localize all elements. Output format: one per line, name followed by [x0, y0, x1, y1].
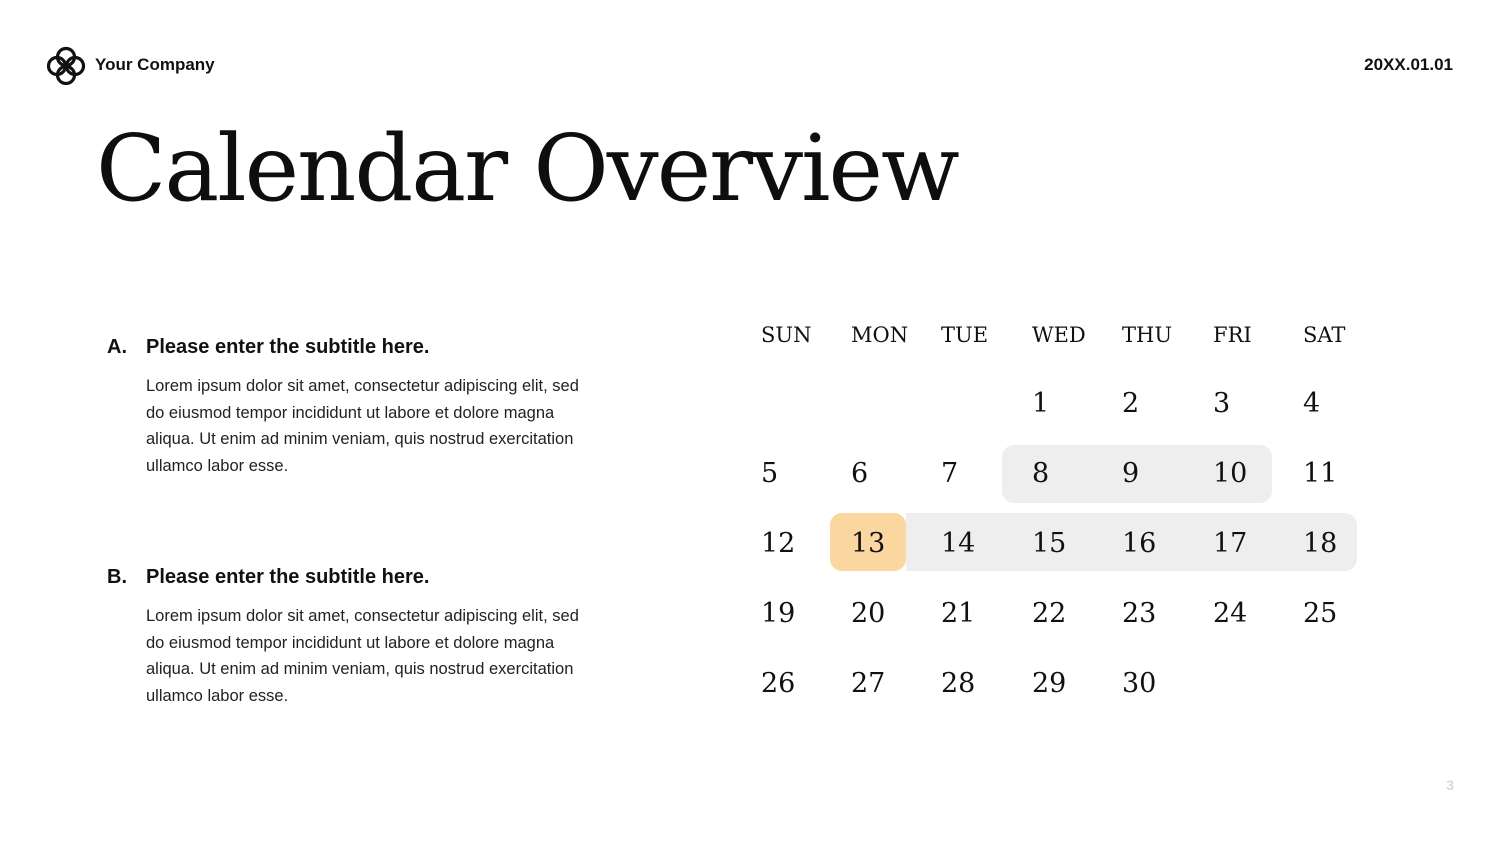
calendar-day-26[interactable]: 26 — [761, 668, 796, 699]
weekday-header-sun: SUN — [761, 323, 812, 347]
page-number: 3 — [1446, 777, 1454, 793]
calendar-day-19[interactable]: 19 — [761, 598, 796, 629]
calendar-day-7[interactable]: 7 — [941, 458, 959, 489]
weekday-header-sat: SAT — [1303, 323, 1346, 347]
weekday-header-fri: FRI — [1213, 323, 1252, 347]
calendar-day-30[interactable]: 30 — [1122, 668, 1157, 699]
calendar-day-22[interactable]: 22 — [1032, 598, 1067, 629]
calendar-day-14[interactable]: 14 — [941, 528, 976, 559]
calendar-day-16[interactable]: 16 — [1122, 528, 1157, 559]
calendar-day-3[interactable]: 3 — [1213, 388, 1231, 419]
calendar-day-4[interactable]: 4 — [1303, 388, 1321, 419]
weekday-header-thu: THU — [1122, 323, 1173, 347]
calendar-day-8[interactable]: 8 — [1032, 458, 1050, 489]
calendar-day-13[interactable]: 13 — [851, 528, 886, 559]
header-date: 20XX.01.01 — [1364, 55, 1453, 74]
calendar-day-10[interactable]: 10 — [1213, 458, 1248, 489]
calendar-day-20[interactable]: 20 — [851, 598, 886, 629]
calendar-day-18[interactable]: 18 — [1303, 528, 1338, 559]
calendar-day-21[interactable]: 21 — [941, 598, 976, 629]
section-subtitle: Please enter the subtitle here. — [146, 566, 430, 588]
calendar-day-28[interactable]: 28 — [941, 668, 976, 699]
calendar-day-6[interactable]: 6 — [851, 458, 869, 489]
calendar-day-5[interactable]: 5 — [761, 458, 779, 489]
calendar-day-9[interactable]: 9 — [1122, 458, 1140, 489]
weekday-header-mon: MON — [851, 323, 909, 347]
calendar-day-2[interactable]: 2 — [1122, 388, 1140, 419]
section-letter: B. — [107, 566, 127, 588]
section-letter: A. — [107, 336, 127, 358]
calendar-day-1[interactable]: 1 — [1032, 388, 1050, 419]
company-name: Your Company — [95, 55, 215, 74]
calendar-day-24[interactable]: 24 — [1213, 598, 1248, 629]
calendar-day-27[interactable]: 27 — [851, 668, 886, 699]
weekday-header-tue: TUE — [941, 323, 989, 347]
section-body: Lorem ipsum dolor sit amet, consectetur adipiscing elit, sed do eiusmod tempor incididunt ut labore et dolore magna aliqua. Ut enim ad minim veniam, quis nostrud exercitation ullamco labor esse. — [146, 607, 579, 706]
calendar-day-25[interactable]: 25 — [1303, 598, 1338, 629]
calendar-day-29[interactable]: 29 — [1032, 668, 1067, 699]
calendar-day-15[interactable]: 15 — [1032, 528, 1067, 559]
weekday-header-wed: WED — [1032, 323, 1086, 347]
calendar-day-11[interactable]: 11 — [1303, 458, 1338, 489]
section-subtitle: Please enter the subtitle here. — [146, 336, 430, 358]
calendar-day-12[interactable]: 12 — [761, 528, 796, 559]
section-body: Lorem ipsum dolor sit amet, consectetur adipiscing elit, sed do eiusmod tempor incididunt ut labore et dolore magna aliqua. Ut enim ad minim veniam, quis nostrud exercitation ullamco labor esse. — [146, 377, 579, 476]
page-title: Calendar Overview — [96, 115, 958, 222]
calendar-day-23[interactable]: 23 — [1122, 598, 1157, 629]
calendar-day-17[interactable]: 17 — [1213, 528, 1248, 559]
